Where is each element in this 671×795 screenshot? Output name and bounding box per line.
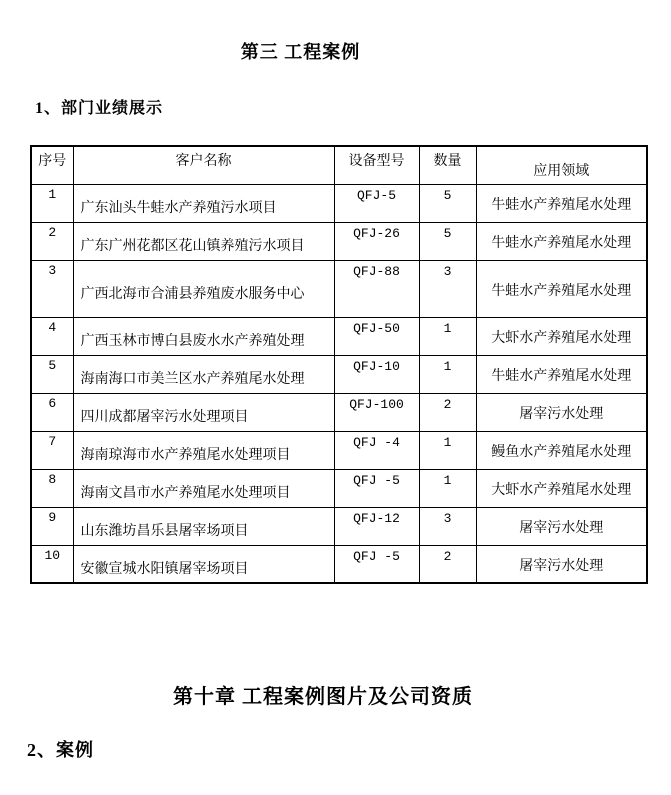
column-header-serial: 序号 <box>31 146 73 184</box>
table-row <box>31 317 647 355</box>
cell-serial: 3 <box>31 260 73 317</box>
cell-customer: 海南文昌市水产养殖尾水处理项目 <box>73 469 334 507</box>
cell-model: QFJ-5 <box>334 184 419 222</box>
cell-application: 牛蛙水产养殖尾水处理 <box>476 222 647 260</box>
cell-quantity: 3 <box>419 260 476 317</box>
header-row <box>31 146 647 184</box>
case-table <box>30 145 648 584</box>
case-table-body <box>31 184 647 583</box>
case-table-header <box>31 146 647 184</box>
column-header-customer: 客户名称 <box>73 146 334 184</box>
cell-customer: 安徽宣城水阳镇屠宰场项目 <box>73 545 334 583</box>
cell-customer: 海南琼海市水产养殖尾水处理项目 <box>73 431 334 469</box>
table-row <box>31 545 647 583</box>
cell-application: 牛蛙水产养殖尾水处理 <box>476 355 647 393</box>
cell-customer: 广东汕头牛蛙水产养殖污水项目 <box>73 184 334 222</box>
cell-quantity: 1 <box>419 469 476 507</box>
cell-model: QFJ-12 <box>334 507 419 545</box>
cell-application: 鳗鱼水产养殖尾水处理 <box>476 431 647 469</box>
column-header-model: 设备型号 <box>334 146 419 184</box>
cell-application: 牛蛙水产养殖尾水处理 <box>476 260 647 317</box>
cell-serial: 2 <box>31 222 73 260</box>
table-row <box>31 260 647 317</box>
cell-model: QFJ -5 <box>334 545 419 583</box>
cell-customer: 海南海口市美兰区水产养殖尾水处理 <box>73 355 334 393</box>
table-row <box>31 222 647 260</box>
cell-serial: 5 <box>31 355 73 393</box>
cell-application: 大虾水产养殖尾水处理 <box>476 469 647 507</box>
chapter-title-2: 第十章 工程案例图片及公司资质 <box>173 686 473 708</box>
cell-customer: 山东潍坊昌乐县屠宰场项目 <box>73 507 334 545</box>
column-header-quantity: 数量 <box>419 146 476 184</box>
table-row <box>31 507 647 545</box>
cell-serial: 4 <box>31 317 73 355</box>
cell-model: QFJ-10 <box>334 355 419 393</box>
cell-customer: 广西玉林市博白县废水水产养殖处理 <box>73 317 334 355</box>
column-header-application: 应用领域 <box>476 146 647 184</box>
cell-model: QFJ -4 <box>334 431 419 469</box>
cell-serial: 8 <box>31 469 73 507</box>
cell-application: 屠宰污水处理 <box>476 507 647 545</box>
table-row <box>31 431 647 469</box>
cell-application: 屠宰污水处理 <box>476 545 647 583</box>
cell-application: 大虾水产养殖尾水处理 <box>476 317 647 355</box>
cell-customer: 四川成都屠宰污水处理项目 <box>73 393 334 431</box>
cell-serial: 7 <box>31 431 73 469</box>
table-row <box>31 355 647 393</box>
cell-quantity: 1 <box>419 431 476 469</box>
cell-model: QFJ-50 <box>334 317 419 355</box>
cell-quantity: 1 <box>419 317 476 355</box>
cell-quantity: 5 <box>419 222 476 260</box>
cell-quantity: 3 <box>419 507 476 545</box>
section-heading-performance: 1、部门业绩展示 <box>35 100 164 117</box>
cell-serial: 6 <box>31 393 73 431</box>
cell-model: QFJ -5 <box>334 469 419 507</box>
cell-customer: 广东广州花都区花山镇养殖污水项目 <box>73 222 334 260</box>
chapter-title: 第三 工程案例 <box>240 42 361 62</box>
cell-serial: 9 <box>31 507 73 545</box>
cell-application: 屠宰污水处理 <box>476 393 647 431</box>
cell-customer: 广西北海市合浦县养殖废水服务中心 <box>73 260 334 317</box>
cell-quantity: 2 <box>419 545 476 583</box>
table-row <box>31 469 647 507</box>
section-heading-cases: 2、案例 <box>27 740 94 760</box>
document-page <box>0 38 671 795</box>
cell-model: QFJ-88 <box>334 260 419 317</box>
cell-quantity: 5 <box>419 184 476 222</box>
table-row <box>31 184 647 222</box>
cell-model: QFJ-26 <box>334 222 419 260</box>
cell-quantity: 2 <box>419 393 476 431</box>
cell-serial: 1 <box>31 184 73 222</box>
cell-model: QFJ-100 <box>334 393 419 431</box>
table-row <box>31 393 647 431</box>
cell-quantity: 1 <box>419 355 476 393</box>
cell-application: 牛蛙水产养殖尾水处理 <box>476 184 647 222</box>
cell-serial: 10 <box>31 545 73 583</box>
